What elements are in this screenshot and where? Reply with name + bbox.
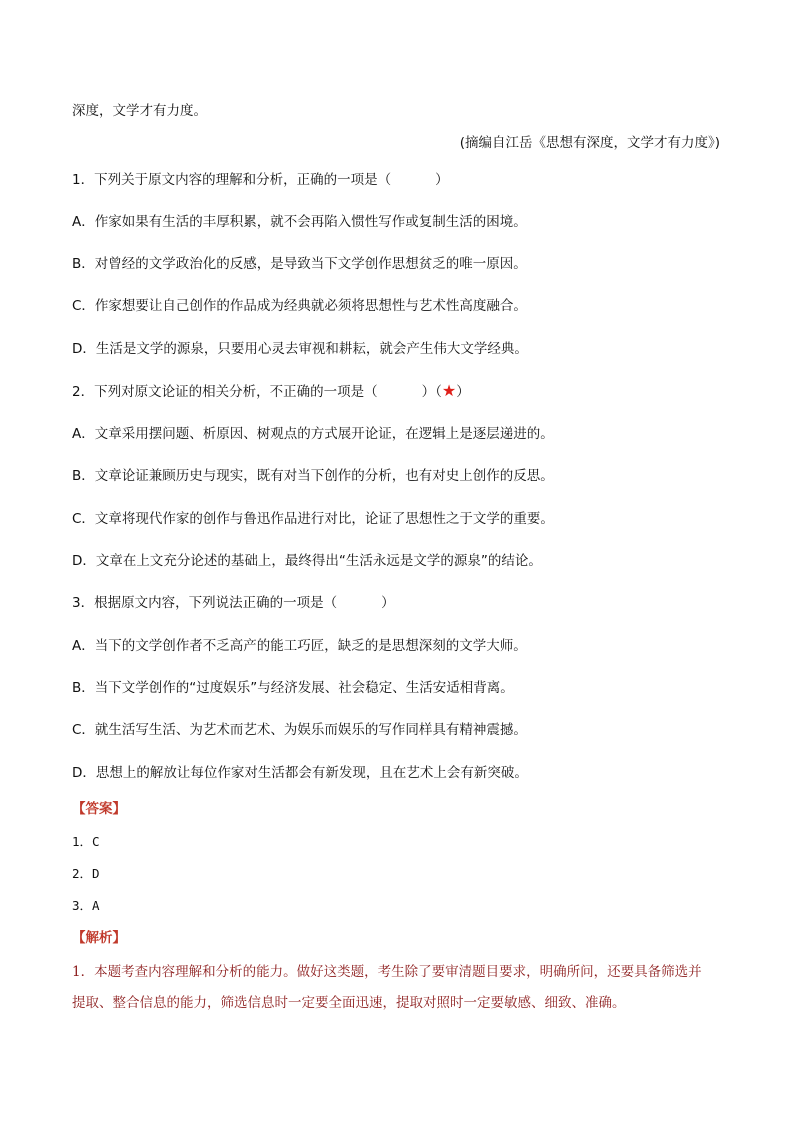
star-icon: ★ <box>441 381 457 400</box>
question-2-option-a: A．文章采用摆问题、析原因、树观点的方式展开论证，在逻辑上是逐层递进的。 <box>72 426 554 442</box>
analysis-header: 【解析】 <box>72 930 126 946</box>
answer-header: 【答案】 <box>72 801 126 817</box>
question-1-option-c: C．作家想要让自己创作的作品成为经典就必须将思想性与艺术性高度融合。 <box>72 298 527 314</box>
answer-3: 3．A <box>72 898 100 913</box>
question-2-option-c: C．文章将现代作家的创作与鲁迅作品进行对比，论证了思想性之于文学的重要。 <box>72 511 554 527</box>
source-citation: (摘编自江岳《思想有深度，文学才有力度》) <box>459 135 720 151</box>
question-3-option-b: B．当下文学创作的“过度娱乐”与经济发展、社会稳定、生活安适相背离。 <box>72 680 514 696</box>
question-3-option-c: C．就生活写生活、为艺术而艺术、为娱乐而娱乐的写作同样具有精神震撼。 <box>72 722 527 738</box>
question-3-option-a: A．当下的文学创作者不乏高产的能工巧匠，缺乏的是思想深刻的文学大师。 <box>72 638 527 654</box>
question-1-option-b: B．对曾经的文学政治化的反感，是导致当下文学创作思想贫乏的唯一原因。 <box>72 256 527 272</box>
question-1-stem: 1．下列关于原文内容的理解和分析，正确的一项是（ ） <box>72 172 449 188</box>
question-3-stem: 3．根据原文内容，下列说法正确的一项是（ ） <box>72 595 395 611</box>
question-2-option-b: B．文章论证兼顾历史与现实，既有对当下创作的分析，也有对史上创作的反思。 <box>72 468 554 484</box>
analysis-line-1: 1．本题考查内容理解和分析的能力。做好这类题，考生除了要审清题目要求，明确所问，还要具备筛选并 <box>72 964 702 980</box>
answer-1: 1．C <box>72 834 100 849</box>
question-1-option-d: D．生活是文学的源泉，只要用心灵去审视和耕耘，就会产生伟大文学经典。 <box>72 341 528 357</box>
analysis-line-2: 提取、整合信息的能力，筛选信息时一定要全面迅速，提取对照时一定要敏感、细致、准确。 <box>72 995 626 1011</box>
question-3-option-d: D．思想上的解放让每位作家对生活都会有新发现，且在艺术上会有新突破。 <box>72 765 528 781</box>
question-2-stem: 2．下列对原文论证的相关分析，不正确的一项是（ ）（★） <box>72 381 470 400</box>
intro-tail-text: 深度，文学才有力度。 <box>72 103 207 119</box>
answer-2: 2．D <box>72 866 100 881</box>
question-2-option-d: D．文章在上文充分论述的基础上，最终得出“生活永远是文学的源泉”的结论。 <box>72 553 542 569</box>
question-1-option-a: A．作家如果有生活的丰厚积累，就不会再陷入惯性写作或复制生活的困境。 <box>72 214 527 230</box>
